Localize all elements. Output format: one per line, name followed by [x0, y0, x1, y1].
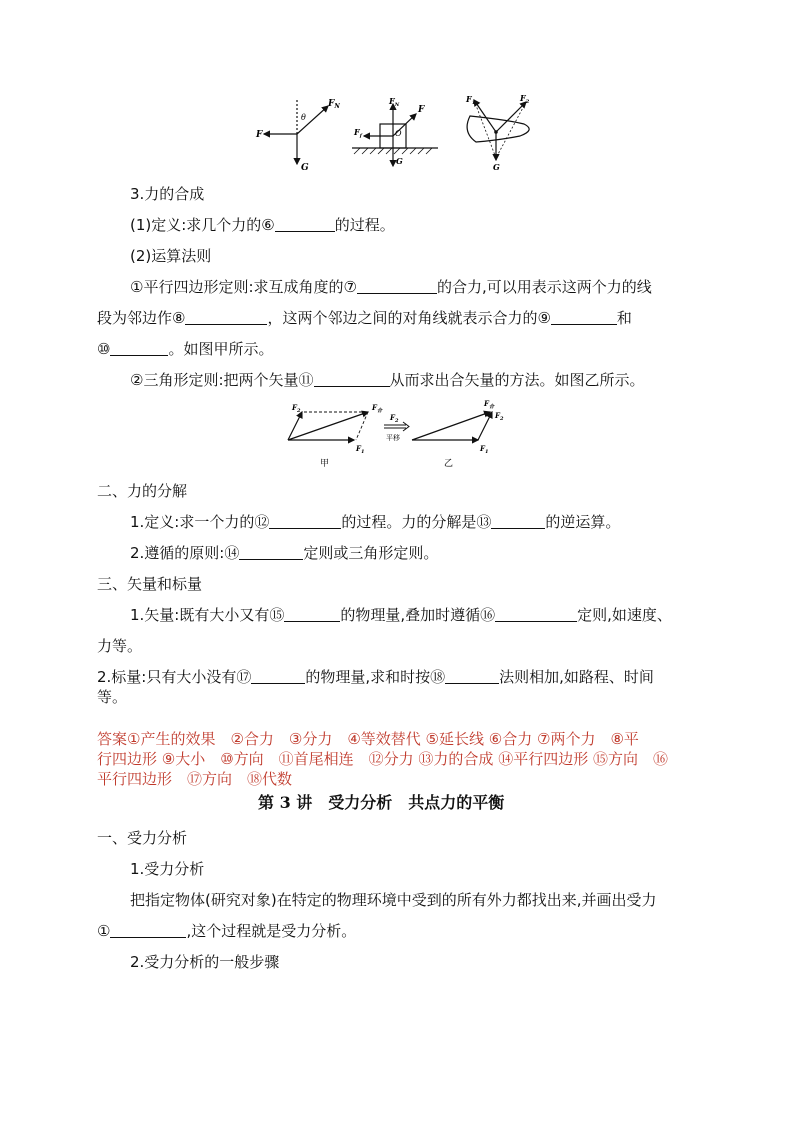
yi-f2-label: $F_2$ — [495, 411, 504, 422]
fa-para2-prefix: ① — [97, 922, 111, 940]
parallelogram-line-1 — [130, 277, 652, 297]
jia-fhe-label: $F_合$ — [372, 403, 382, 414]
answers-line-2: 行四边形 ⑨大小 ⑩方向 ⑪首尾相连 ⑫分力 ⑬力的合成 ⑭平行四边形 ⑮方向 ⑯ — [97, 750, 668, 768]
d2-fn-label: $F_N$ — [389, 96, 400, 108]
blank-18[interactable] — [445, 668, 499, 684]
decomp-def-prefix: 1.定义:求一个力的⑫ — [130, 513, 270, 531]
blank-14[interactable] — [239, 544, 303, 560]
para-l2-prefix: 段为邻边作⑧ — [97, 309, 186, 327]
blank-9[interactable] — [551, 309, 617, 325]
tri-suffix: 从而求出合矢量的方法。如图乙所示。 — [389, 371, 645, 389]
section3-heading: 3.力的合成 — [130, 185, 205, 203]
vector-prefix: 1.矢量:既有大小又有⑮ — [130, 606, 285, 624]
blank-10[interactable] — [110, 340, 168, 356]
para-l3-prefix: ⑩ — [97, 340, 111, 358]
d1-fn-label: $F_N$ — [328, 99, 340, 110]
scalar-middle: 的物理量,求和时按⑱ — [305, 668, 446, 686]
answers-line-3: 平行四边形 ⑰方向 ⑱代数 — [97, 770, 293, 788]
d3-g-label: G — [493, 162, 500, 172]
force-diagrams-figure — [250, 92, 540, 174]
vector-line-1 — [130, 605, 672, 625]
scalar-line-1 — [97, 667, 654, 687]
para-l2-suffix: 和 — [616, 309, 632, 327]
parallelogram-line-3 — [97, 339, 273, 359]
para-l3-suffix: 。如图甲所示。 — [168, 340, 274, 358]
parallelogram-diagram — [288, 412, 368, 440]
yi-f1-label: $F_1$ — [480, 444, 489, 455]
vector-rules-figure — [282, 398, 512, 472]
decomposition-definition — [130, 512, 620, 532]
d3-f2-label: $F_2$ — [520, 93, 530, 105]
blank-8[interactable] — [185, 309, 267, 325]
jia-f1-label: $F_1$ — [356, 444, 365, 455]
decomp-rule-prefix: 2.遵循的原则:⑭ — [130, 544, 240, 562]
diagram-3 — [467, 100, 529, 160]
decomp-rule-suffix: 定则或三角形定则。 — [303, 544, 439, 562]
scalar-suffix: 法则相加,如路程、时间 — [499, 668, 654, 686]
tri-prefix: ②三角形定则:把两个矢量⑪ — [130, 371, 314, 389]
def-suffix: 的过程。 — [334, 216, 395, 234]
force-analysis-heading: 一、受力分析 — [97, 829, 188, 847]
blank-7[interactable] — [357, 278, 437, 294]
jia-f2-label: $F_2$ — [292, 403, 301, 414]
vector-suffix: 定则,如速度、 — [577, 606, 672, 624]
parallelogram-line-2 — [97, 308, 632, 328]
blank-12[interactable] — [269, 513, 341, 529]
fa-para2-suffix: ,这个过程就是受力分析。 — [186, 922, 357, 940]
force-analysis-para-2 — [97, 921, 356, 941]
definition-line — [130, 215, 395, 235]
blank-11[interactable] — [314, 371, 390, 387]
d1-f-label: F — [256, 130, 263, 140]
steps-subheading: 2.受力分析的一般步骤 — [130, 953, 280, 971]
decomposition-rule — [130, 543, 438, 563]
scalar-line-2: 等。 — [97, 688, 128, 706]
lecture-title: 第 3 讲 受力分析 共点力的平衡 — [258, 793, 505, 812]
blank-16[interactable] — [495, 606, 577, 622]
decomp-def-middle: 的过程。力的分解是⑬ — [341, 513, 492, 531]
d2-f-label: F — [418, 105, 425, 115]
vector-middle: 的物理量,叠加时遵循⑯ — [340, 606, 496, 624]
d2-ff-label: $F_f$ — [354, 127, 362, 139]
d2-g-label: G — [396, 156, 403, 166]
def-prefix: (1)定义:求几个力的⑥ — [130, 216, 275, 234]
para-l1-prefix: ①平行四边形定则:求互成角度的⑦ — [130, 278, 357, 296]
blank-6[interactable] — [275, 216, 335, 232]
decomposition-heading: 二、力的分解 — [97, 482, 188, 500]
triangle-rule-line — [130, 370, 645, 390]
scalar-prefix: 2.标量:只有大小没有⑰ — [97, 668, 252, 686]
diagram-1 — [264, 100, 328, 164]
d1-g-label: G — [301, 163, 309, 173]
jia-caption: 甲 — [320, 459, 330, 469]
blank-17[interactable] — [251, 668, 305, 684]
yi-fhe-label: $F_合$ — [484, 399, 494, 410]
blank-15[interactable] — [284, 606, 340, 622]
force-analysis-para-1: 把指定物体(研究对象)在特定的物理环境中受到的所有外力都找出来,并画出受力 — [130, 891, 657, 909]
answers-line-1: 答案①产生的效果 ②合力 ③分力 ④等效替代 ⑤延长线 ⑥合力 ⑦两个力 ⑧平 — [97, 730, 639, 748]
blank-l3-1[interactable] — [110, 922, 186, 938]
yi-caption: 乙 — [444, 459, 454, 469]
d3-f1-label: $F_1$ — [466, 94, 476, 106]
para-l1-suffix: 的合力,可以用表示这两个力的线 — [436, 278, 652, 296]
force-analysis-subheading: 1.受力分析 — [130, 860, 205, 878]
blank-13[interactable] — [491, 513, 545, 529]
arrow-f2-label: $F_2$ — [390, 413, 399, 424]
triangle-diagram — [412, 412, 492, 440]
rule-heading: (2)运算法则 — [130, 247, 212, 265]
vector-scalar-heading: 三、矢量和标量 — [97, 575, 203, 593]
arrow-label: 平移 — [386, 434, 400, 442]
vector-line-2: 力等。 — [97, 637, 143, 655]
para-l2-middle: ，这两个邻边之间的对角线就表示合力的⑨ — [267, 309, 551, 327]
d1-theta-label: θ — [301, 113, 306, 122]
d2-o-label: O — [395, 129, 402, 138]
decomp-def-suffix: 的逆运算。 — [545, 513, 621, 531]
